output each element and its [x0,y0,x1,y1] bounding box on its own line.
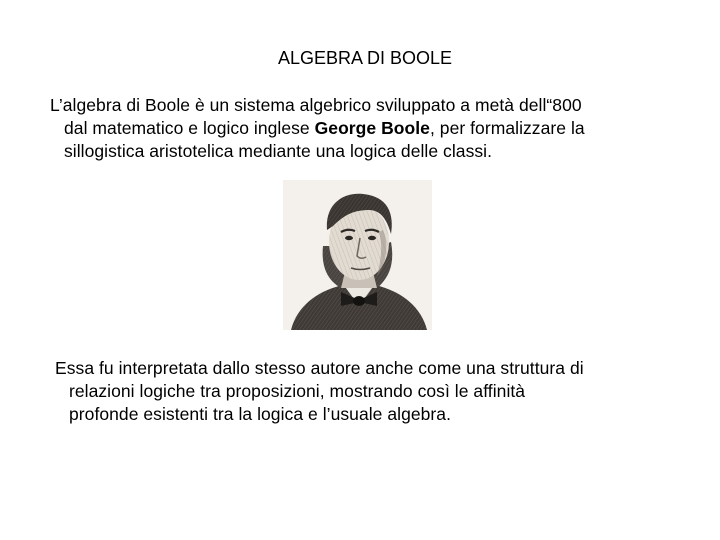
intro-line-2-start: dal matematico e logico inglese [64,118,315,138]
intro-line-2-end: , per formalizzare la [429,118,585,138]
intro-line-3: sillogistica aristotelica mediante una logica delle classi. [64,141,493,161]
interpretation-line-3: profonde esistenti tra la logica e l’usuale algebra. [69,404,452,424]
intro-line-2 [50,117,585,140]
slide-title: ALGEBRA DI BOOLE [277,48,453,68]
interpretation-paragraph [55,357,584,426]
intro-line-1: L’algebra di Boole è un sistema algebrico sviluppato a metà dell“800 [50,95,582,115]
george-boole-portrait [283,180,432,330]
intro-paragraph [50,94,585,163]
interpretation-line-2: relazioni logiche tra proposizioni, mostrando così le affinità [69,381,526,401]
george-boole-name: George Boole [314,118,430,138]
interpretation-line-1: Essa fu interpretata dallo stesso autore anche come una struttura di [55,358,584,378]
